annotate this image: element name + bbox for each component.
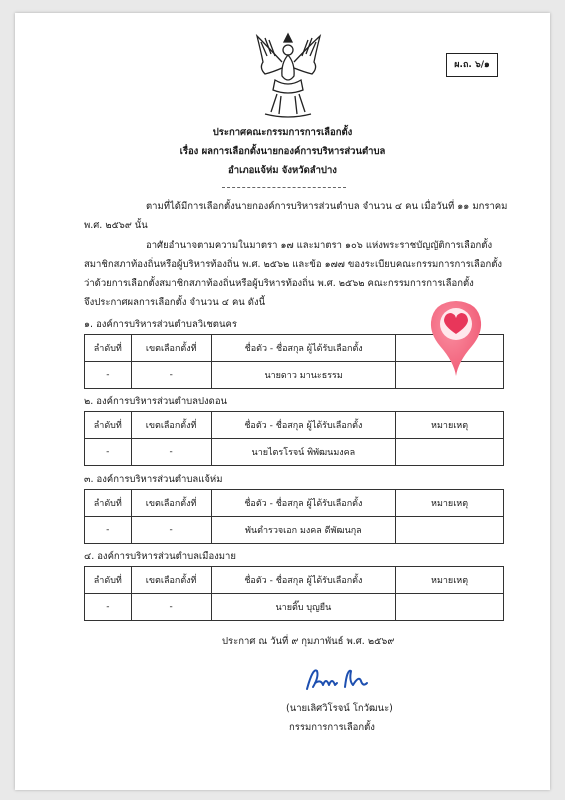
- cell-note: [396, 439, 504, 466]
- announcement-date: ประกาศ ณ วันที่ ๙ กุมภาพันธ์ พ.ศ. ๒๕๖๙: [222, 636, 395, 647]
- section-3-title: ๓. องค์การบริหารส่วนตำบลแจ้ห่ม: [84, 474, 223, 485]
- header-order: ลำดับที่: [85, 412, 132, 439]
- table-row: [85, 594, 504, 621]
- section-3-table: [84, 489, 504, 544]
- header-district: เขตเลือกตั้งที่: [131, 567, 211, 594]
- header-district: เขตเลือกตั้งที่: [131, 412, 211, 439]
- cell-note: [396, 594, 504, 621]
- header-district: เขตเลือกตั้งที่: [131, 335, 211, 362]
- paragraph-2-line-2: สมาชิกสภาท้องถิ่นหรือผู้บริหารท้องถิ่น พ.ศ. ๒๕๖๒ และข้อ ๑๗๗ ของระเบียบคณะกรรมการการเลือกตั้ง: [84, 259, 503, 270]
- announcement-location: อำเภอแจ้ห่ม จังหวัดลำปาง: [228, 165, 337, 176]
- form-code-box: ผ.ถ. ๖/๑: [446, 53, 498, 77]
- paragraph-2-line-4: จึงประกาศผลการเลือกตั้ง จำนวน ๔ คน ดังนี้: [84, 297, 266, 308]
- header-name: ชื่อตัว - ชื่อสกุล ผู้ได้รับเลือกตั้ง: [211, 412, 395, 439]
- announcement-title: ประกาศคณะกรรมการการเลือกตั้ง: [212, 127, 353, 138]
- header-note: หมายเหตุ: [396, 567, 504, 594]
- signer-name: (นายเลิศวิโรจน์ โกวัฒนะ): [286, 703, 393, 714]
- header-note: หมายเหตุ: [396, 490, 504, 517]
- paragraph-2-line-1: อาศัยอำนาจตามความในมาตรา ๑๗ และมาตรา ๑๐๖ แห่งพระราชบัญญัติการเลือกตั้ง: [146, 240, 493, 251]
- cell-name: นายดาว มานะธรรม: [211, 362, 396, 389]
- heart-location-pin-icon: [428, 298, 484, 378]
- cell-order: -: [85, 517, 132, 544]
- header-note: หมายเหตุ: [396, 412, 504, 439]
- announcement-subject: เรื่อง ผลการเลือกตั้งนายกองค์การบริหารส่วนตำบล: [179, 146, 386, 157]
- cell-district: -: [131, 362, 211, 389]
- cell-district: -: [131, 439, 211, 466]
- cell-name: นายติ๊บ บุญยืน: [211, 594, 395, 621]
- header-name: ชื่อตัว - ชื่อสกุล ผู้ได้รับเลือกตั้ง: [211, 567, 395, 594]
- table-header-row: [85, 567, 504, 594]
- header-name: ชื่อตัว - ชื่อสกุล ผู้ได้รับเลือกตั้ง: [211, 335, 396, 362]
- cell-order: -: [85, 439, 132, 466]
- cell-order: -: [85, 362, 132, 389]
- table-header-row: [85, 412, 504, 439]
- handwritten-signature: [303, 661, 373, 697]
- cell-name: นายไตรโรจน์ พิพัฒนมงคล: [211, 439, 395, 466]
- section-1-title: ๑. องค์การบริหารส่วนตำบลวิเชตนคร: [84, 319, 237, 330]
- header-divider: [222, 187, 346, 188]
- cell-order: -: [85, 594, 132, 621]
- signer-position: กรรมการการเลือกตั้ง: [289, 722, 375, 733]
- paragraph-1-line-2: พ.ศ. ๒๕๖๙ นั้น: [84, 220, 148, 231]
- section-4-table: [84, 566, 504, 621]
- section-2-table: [84, 411, 504, 466]
- section-4-title: ๔. องค์การบริหารส่วนตำบลเมืองมาย: [84, 551, 236, 562]
- paragraph-1-line-1: ตามที่ได้มีการเลือกตั้งนายกองค์การบริหารส่วนตำบล จำนวน ๔ คน เมื่อวันที่ ๑๑ มกราคม: [146, 201, 508, 212]
- header-district: เขตเลือกตั้งที่: [131, 490, 211, 517]
- section-2-title: ๒. องค์การบริหารส่วนตำบลปงดอน: [84, 396, 228, 407]
- cell-note: [396, 517, 504, 544]
- header-order: ลำดับที่: [85, 335, 132, 362]
- garuda-emblem: [251, 28, 326, 124]
- cell-district: -: [131, 594, 211, 621]
- header-order: ลำดับที่: [85, 490, 132, 517]
- cell-district: -: [131, 517, 211, 544]
- table-row: [85, 517, 504, 544]
- header-name: ชื่อตัว - ชื่อสกุล ผู้ได้รับเลือกตั้ง: [211, 490, 395, 517]
- header-order: ลำดับที่: [85, 567, 132, 594]
- cell-name: พันตำรวจเอก มงคล ดีพัฒนกุล: [211, 517, 395, 544]
- table-header-row: [85, 490, 504, 517]
- table-row: [85, 439, 504, 466]
- paragraph-2-line-3: ว่าด้วยการเลือกตั้งสมาชิกสภาท้องถิ่นหรือผู้บริหารท้องถิ่น พ.ศ. ๒๕๖๒ คณะกรรมการการเลือกตั้ง: [84, 278, 474, 289]
